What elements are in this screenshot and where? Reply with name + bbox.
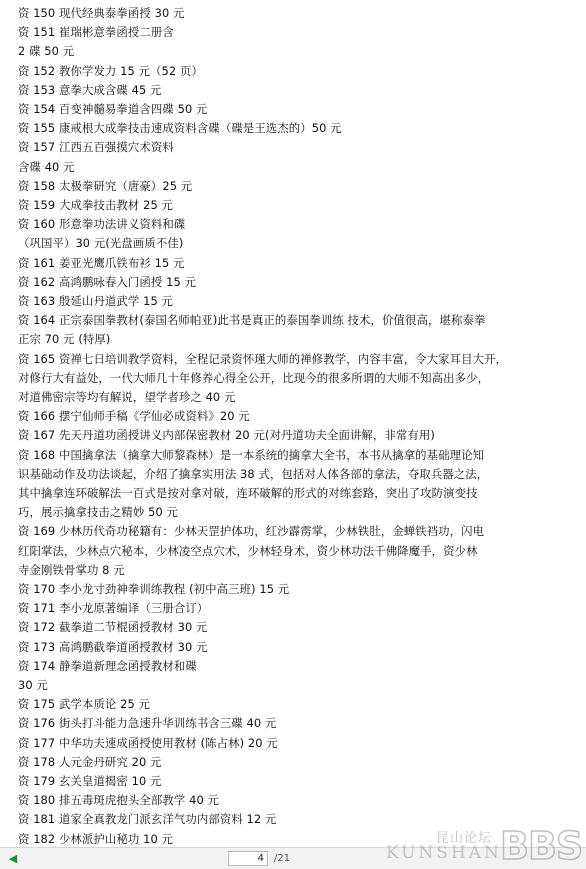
document-line: 对道佛密宗等均有解说，望学者珍之 40 元	[18, 390, 236, 404]
document-line: 资 151 崔瑞彬意拳函授二册含	[18, 25, 174, 40]
document-line: 资 176 街头打斗能力急速升华训练书含三碟 40 元	[18, 716, 277, 731]
document-line: 资 159 大成拳技击教材 25 元	[18, 198, 174, 212]
page-number-input[interactable]	[228, 851, 268, 866]
document-line: 红阳掌法，少林点穴秘本，少林凌空点穴术，少林轻身术，资少林功法千佛降魔手，资少林	[18, 543, 478, 558]
document-line: 资 157 江西五百强摸穴术资料	[18, 140, 174, 155]
document-line: 资 160 形意拳功法讲义资料和碟	[18, 217, 186, 232]
document-line: 正宗 70 元 (特厚)	[18, 332, 111, 347]
document-line: 资 154 百变神髓易拳道含四碟 50 元	[18, 102, 208, 116]
document-line: 资 152 教你学发力 15 元（52 页）	[18, 63, 203, 78]
document-line: 资 166 摆宁仙师手稿《学仙必成资料》20 元	[18, 409, 250, 424]
document-line: 资 177 中华功夫速成函授使用教材 (陈占林) 20 元	[18, 735, 278, 750]
document-line: 2 碟 50 元	[18, 44, 75, 59]
watermark-en: KUNSHAN	[386, 843, 502, 863]
document-line: 资 181 道家全真教龙门派玄洋气功内部资料 12 元	[18, 812, 277, 827]
document-line: 资 170 李小龙寸劲神拳训练教程 (初中高三班) 15 元	[18, 582, 290, 596]
document-line: 对修行大有益处，一代大师几十年修养心得全公开，比现今的很多所谓的大师不知高出多少，	[18, 370, 490, 385]
document-line: 资 168 中国擒拿法（擒拿大师黎森林）是一本系统的擒拿大全书，本书从擒拿的基础理论知	[18, 447, 485, 462]
document-line: 资 165 资禅七日培训教学资料，全程记录资怀瑾大师的禅修教学，内容丰富，令大家耳目大开，	[18, 351, 508, 366]
document-line: 资 172 截拳道二节棍函授教材 30 元	[18, 620, 208, 635]
document-line: 资 174 静拳道新理念函授教材和碟	[18, 658, 197, 673]
document-line: 资 182 少林派护山秘功 10 元	[18, 831, 174, 846]
document-line: 资 167 先天丹道功函授讲义内部保密教材 20 元(对丹道功夫全面讲解，非常有用)	[18, 428, 435, 443]
watermark-cn: 昆山论坛	[436, 831, 493, 846]
document-line: 资 163 殷延山丹道武学 15 元	[18, 294, 174, 308]
document-line: 资 155 康戒根大成拳技击速成资料含碟（碟是王选杰的）50 元	[18, 121, 342, 136]
document-line: 识基础动作及功法谈起，介绍了擒拿实用法 38 式，包括对人体各部的拿法，夺取兵器之法，	[18, 466, 489, 481]
document-line: 含碟 40 元	[18, 159, 75, 174]
document-line: 30 元	[18, 678, 48, 692]
previous-page-icon[interactable]: ◀	[8, 852, 18, 865]
document-line: 资 161 姜亚光鹰爪铁布衫 15 元	[18, 255, 185, 270]
document-line: 资 164 正宗泰国拳教材(泰国名师帕亚)此书是真正的泰国拳训练 技术，价值很高，堪称泰拳	[18, 313, 486, 328]
document-line: 资 179 玄关皇道揭密 10 元	[18, 774, 162, 788]
document-line: 资 171 李小龙原著编译（三册合订）	[18, 601, 209, 616]
page-total: /21	[274, 853, 291, 864]
status-bar	[0, 847, 586, 869]
document-line: 资 150 现代经典泰拳函授 30 元	[18, 6, 185, 20]
document-line: 资 162 高鸿鹏咏春入门函授 15 元	[18, 274, 197, 289]
document-line: 资 169 少林历代奇功秘籍有：少林天罡护体功，红沙霹雳掌，少林铁肚，金蝉铁裆功，闪电	[18, 524, 485, 539]
document-line: 资 158 太极拳研究（唐豪）25 元	[18, 178, 193, 193]
document-line: 其中擒拿连环破解法一百式是按对拿对破，连环破解的形式的对练套路，突出了攻防演变技	[18, 486, 478, 500]
document-line: 资 175 武学本质论 25 元	[18, 697, 151, 712]
document-line: 资 153 意拳大成含碟 45 元	[18, 82, 162, 97]
document-line: 资 173 高鸿鹏截拳道函授教材 30 元	[18, 639, 208, 654]
watermark-bbs: BBS	[500, 824, 583, 868]
document-line: 寺金刚铁骨掌功 8 元	[18, 562, 125, 577]
document-line: 巧，展示擒拿技击之精妙 50 元	[18, 505, 179, 520]
document-line: 资 178 人元金丹研究 20 元	[18, 754, 162, 769]
document-line: （巩国平）30 元(光盘画质不佳)	[18, 236, 184, 251]
document-line: 资 180 排五毒斑虎抱头全部教学 40 元	[18, 793, 219, 808]
